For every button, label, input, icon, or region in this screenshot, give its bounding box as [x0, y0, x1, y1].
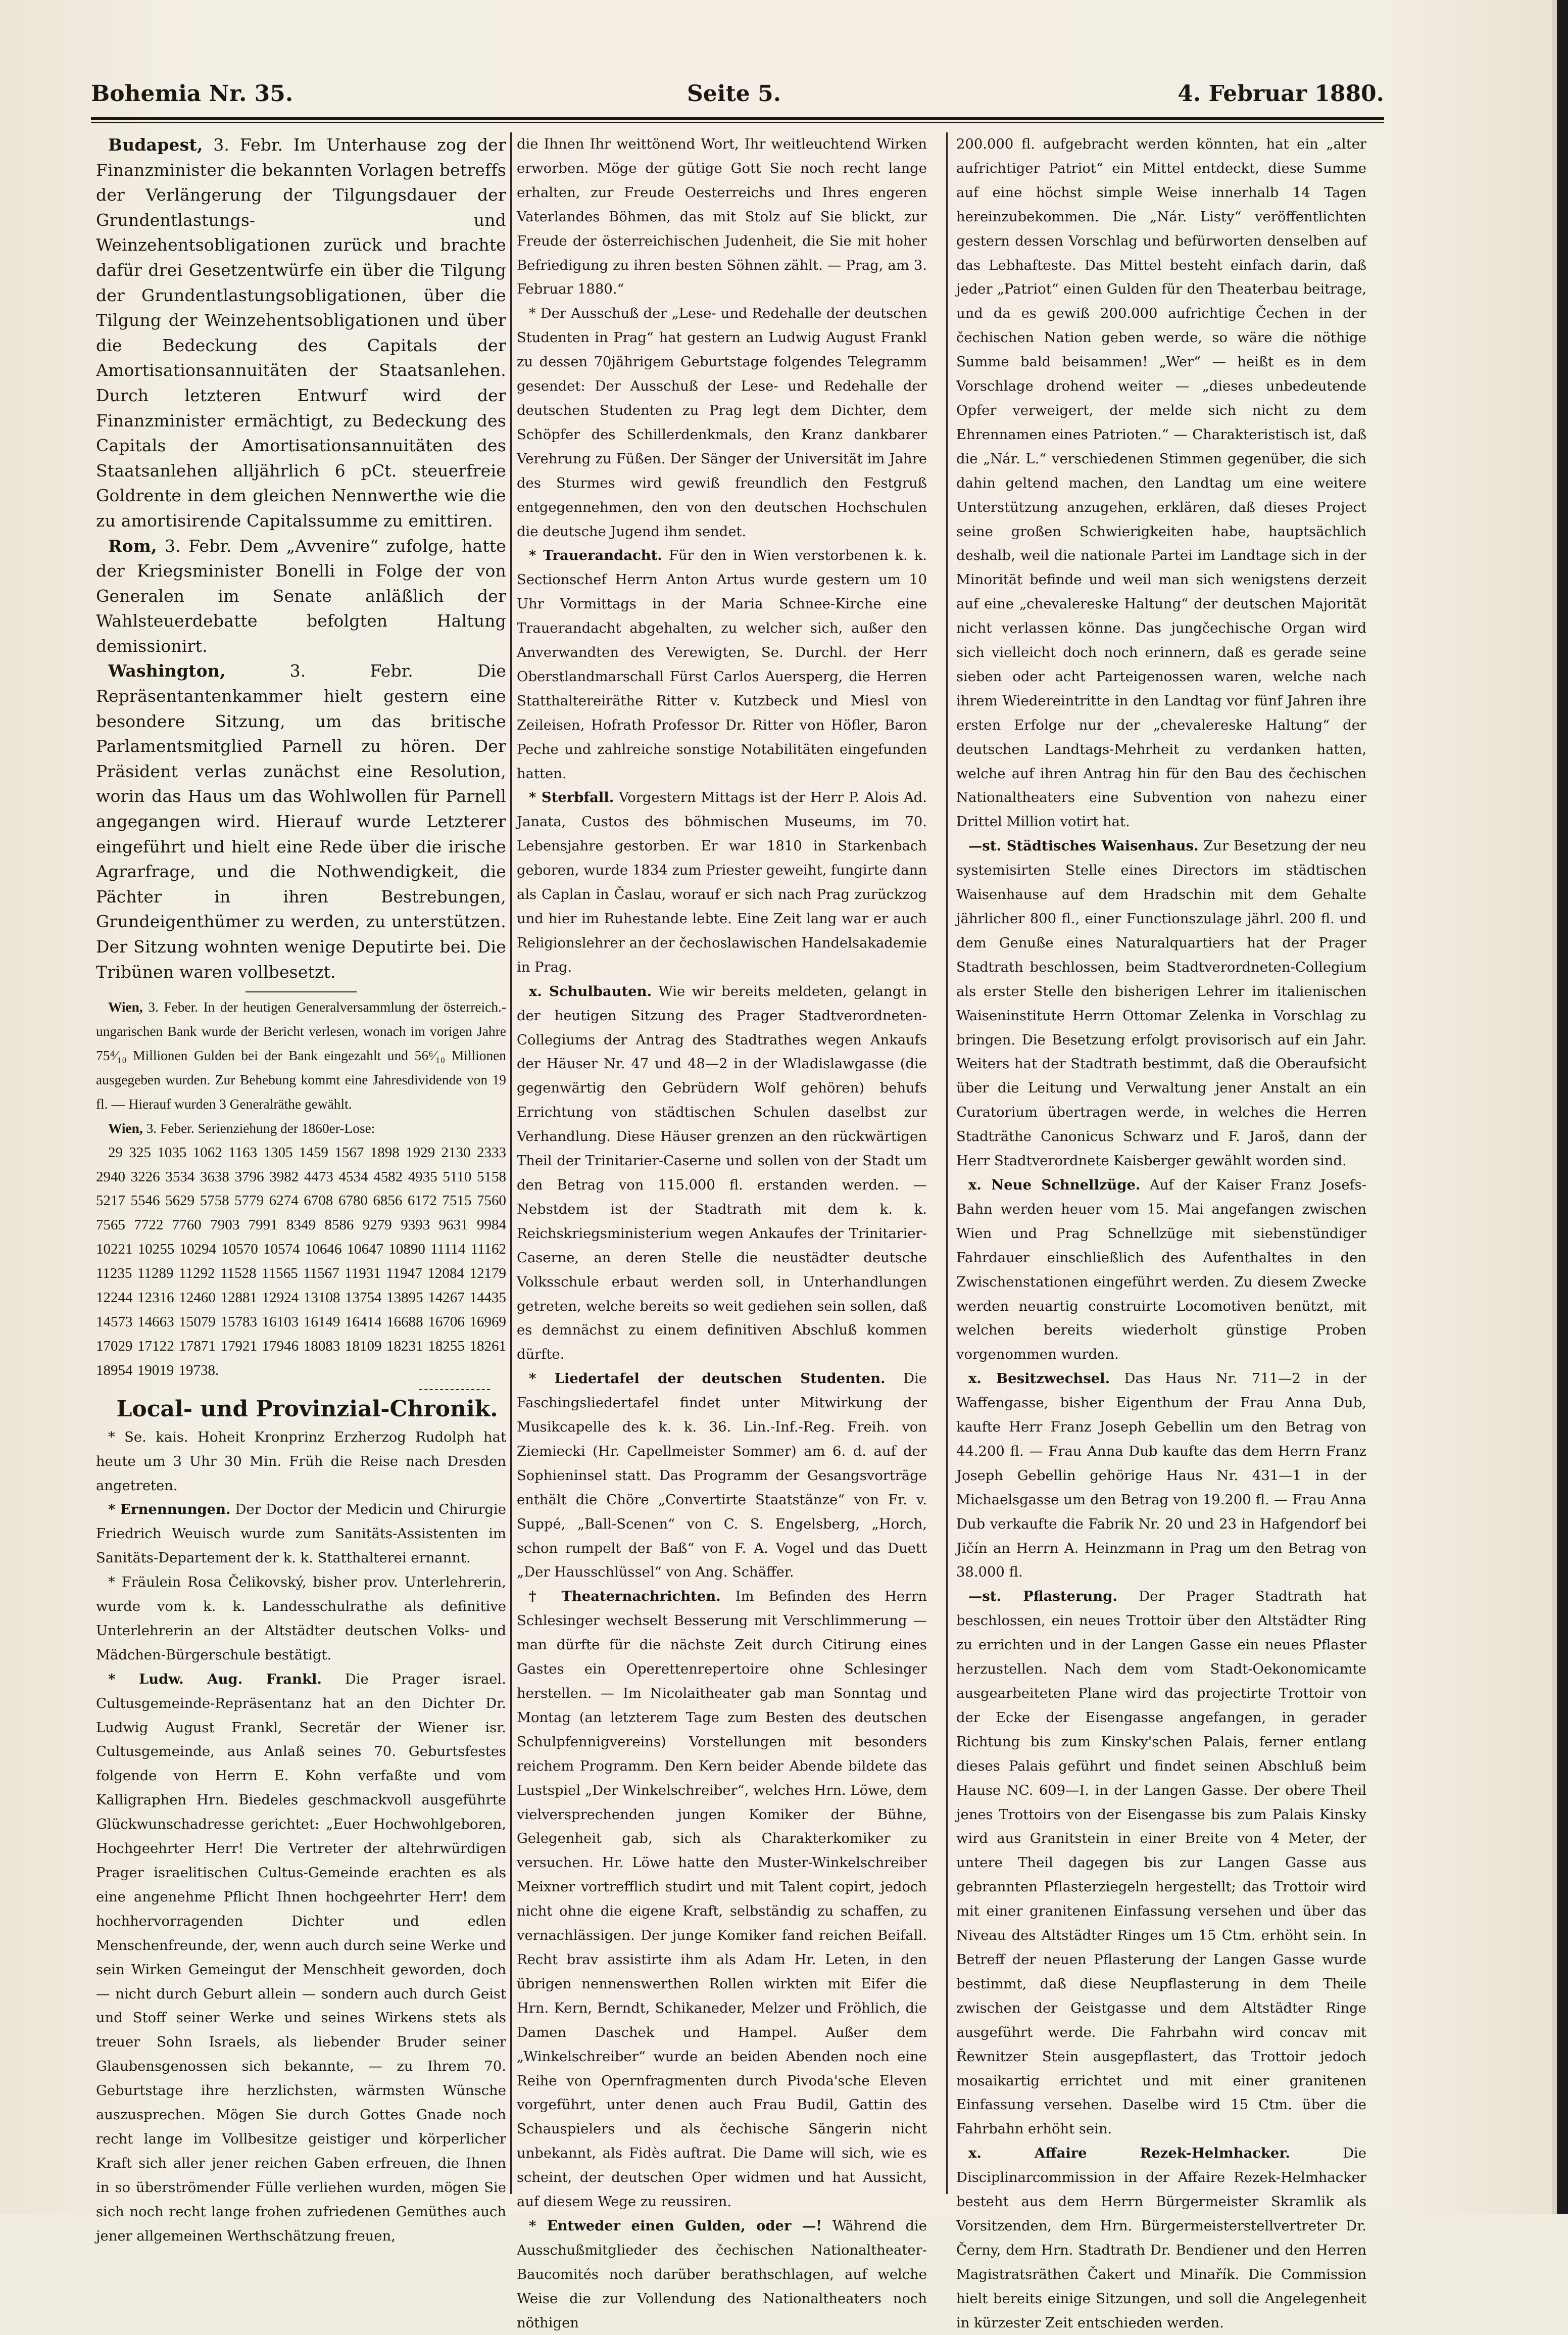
article-ernennungen-text: Der Doctor der Medicin und Chirurgie Friedrich Weuisch wurde zum Sanitäts-Assistenten im Sanitäts-Departement der k. k. Statthalterei ernannt.	[96, 1502, 506, 1566]
dateline-washington: Washington,	[108, 661, 226, 681]
article-besitzwechsel	[956, 1367, 1366, 1585]
article-washington	[96, 658, 506, 984]
article-schnellzuege-head: x. Neue Schnellzüge.	[968, 1176, 1141, 1193]
article-washington-text: 3. Febr. Die Repräsentantenkammer hielt gestern eine besondere Sitzung, um das britische Parlamentsmitglied Parnell zu hören. Der Präsident verlas zunächst eine Resolution, worin das Haus um das Wohlwollen für Parnell angegangen wird. Hierauf wurde Letzterer eingeführt und hielt eine Rede über die irische Agrarfrage, und die Nothwendigkeit, die Pächter in ihren Bestrebungen, Grundeigenthümer zu werden, zu unterstützen. Der Sitzung wohnten wenige Deputirte bei. Die Tribünen waren vollbesetzt.	[96, 661, 506, 982]
column-divider-1	[510, 132, 512, 2194]
article-celikovsky: * Fräulein Rosa Čelikovský, bisher prov. Unterlehrerin, wurde vom k. k. Landesschulrathe als definitive Unterlehrerin an der Altstädter deutschen Volks- und Mädchen-Bürgerschule bestätigt.	[96, 1575, 506, 1663]
article-gulden-continued: 200.000 fl. aufgebracht werden könnten, hat ein „alter aufrichtiger Patriot“ ein Mittel entdeckt, diese Summe auf eine höchst simple Weise innerhalb 14 Tagen hereinzubekommen. Die „Nár. Listy“ veröffentlichten gestern dessen Vorschlag und befürworten denselben auf das Lebhafteste. Das Mittel besteht einfach darin, daß jeder „Patriot“ einen Gulden für den Theaterbau beitrage, und da es gewiß 200.000 aufrichtige Čechen in der čechischen Nation geben werde, so wäre die nöthige Summe bald beisammen! „Wer“ — heißt es in dem Vorschlage drohend weiter — „dieses unbedeutende Opfer verweigert, der melde sich nicht zu dem Ehrennamen eines Patrioten.“ — Charakteristisch ist, daß die „Nár. L.“ verschiedenen Stimmen gegenüber, die sich dahin geltend machen, den Landtag um eine weitere Unterstützung anzugehen, erklären, daß dieses Project seine großen Schwierigkeiten habe, hauptsächlich deshalb, weil die nationale Partei im Landtage sich in der Minorität befinde und weil man sich wenigstens derzeit auf eine „chevalereske Haltung“ der deutschen Majorität nicht verlassen könne. Das jungčechische Organ wird sich vielleicht doch noch erinnern, daß es gerade seine sieben oder acht Parteigenossen waren, welche nach ihrem Wiedereintritte in den Landtag vor fünf Jahren ihre ersten Erfolge nur der „chevalereske Haltung“ der deutschen Landtags-Mehrheit zu verdanken hatten, welche auf ihren Antrag hin für den Bau des čechischen Nationaltheaters eine Subvention von nahezu einer Drittel Million votirt hat.	[956, 136, 1366, 830]
lottery-number-list: 29 325 1035 1062 1163 1305 1459 1567 1898 1929 2130 2333 2940 3226 3534 3638 3796 3982 4473 4534 4582 4935 5110 5158 5217 5546 5629 5758 5779 6274 6708 6780 6856 6172 7515 7560 7565 7722 7760 7903 7991 8349 8586 9279 9393 9631 9984 10221 10255 10294 10570 10574 10646 10647 10890 11114 11162 11235 11289 11292 11528 11565 11567 11931 11947 12084 12179 12244 12316 12460 12881 12924 13108 13754 13895 14267 14435 14573 14663 15079 15783 16103 16149 16414 16688 16706 16969 17029 17122 17871 17921 17946 18083 18109 18231 18255 18261 18954 19019 19738.	[96, 1144, 506, 1378]
masthead-rule	[91, 117, 1384, 120]
article-frankl-head: * Ludw. Aug. Frankl.	[108, 1671, 322, 1687]
article-gulden-text: Während die Ausschußmitglieder des čechischen Nationaltheater-Baucomités noch darüber berathschlagen, auf welche Weise die zur Vollendung des Nationaltheaters noch nöthigen	[517, 2218, 927, 2331]
article-wien-lose-text: 3. Feber. Serienziehung der 1860er-Lose:	[142, 1120, 375, 1136]
article-trauerandacht	[517, 544, 927, 786]
article-rom-text: 3. Febr. Dem „Avvenire“ zufolge, hatte der Kriegsminister Bonelli in Folge der von Generalen im Senate anläßlich der Wahlsteuerdebatte befolgten Haltung demissionirt.	[96, 536, 506, 656]
dateline-budapest: Budapest,	[108, 135, 203, 155]
article-waisenhaus-head: —st. Städtisches Waisenhaus.	[968, 838, 1199, 854]
article-besitzwechsel-text: Das Haus Nr. 711—2 in der Waffengasse, bisher Eigenthum der Frau Anna Dub, kaufte Herr Franz Joseph Gebellin um den Betrag von 44.200 fl. — Frau Anna Dub kaufte das dem Herrn Franz Joseph Gebellin gehörige Haus Nr. 431—1 in der Michaelsgasse um den Betrag von 19.200 fl. — Frau Anna Dub verkaufte die Fabrik Nr. 20 und 23 in Hafgendorf bei Jičín an Herrn A. Heinzmann in Prag um den Betrag von 38.000 fl.	[956, 1371, 1367, 1581]
separator-short	[419, 1389, 490, 1390]
article-rezek-text: Die Disciplinarcommission in der Affaire Rezek-Helmhacker besteht aus dem Herrn Bürgermeister Skramlik als Vorsitzenden, dem Hrn. Bürgermeisterstellvertreter Dr. Černy, dem Hrn. Stadtrath Dr. Bendiener und den Herren Magistratsräthen Čakert und Minařík. Die Commission hielt bereits einige Sitzungen, und soll die Angelegenheit in kürzester Zeit entschieden werden.	[956, 2146, 1367, 2331]
article-sterbfall-text: Vorgestern Mittags ist der Herr P. Alois Ad. Janata, Custos des böhmischen Museums, im 70. Lebensjahre gestorben. Er war 1810 in Starkenbach geboren, wurde 1834 zum Priester geweiht, fungirte dann als Caplan in Časlau, worauf er sich nach Prag zurückzog und hier im Ruhestande lebte. Eine Zeit lang war er auch Religionslehrer an der čechoslawischen Handelsakademie in Prag.	[517, 790, 927, 975]
separator-rule	[246, 991, 357, 992]
article-liedertafel	[517, 1367, 927, 1585]
article-wien-bank-text: 3. Feber. In der heutigen Generalversammlung der österreich.-ungarischen Bank wurde der Bericht verlesen, wonach im vorigen Jahre 75⁴⁄₁₀ Millionen Gulden bei der Bank eingezahlt und 56⁶⁄₁₀ Millionen ausgegeben wurden. Zur Behebung kommt eine Jahresdividende von 19 fl. — Hierauf wurden 3 Generalräthe gewählt.	[96, 999, 506, 1112]
article-wien-bank	[96, 995, 506, 1117]
article-liedertafel-head: * Liedertafel der deutschen Studenten.	[529, 1370, 886, 1387]
article-kronprinz: * Se. kais. Hoheit Kronprinz Erzherzog Rudolph hat heute um 3 Uhr 30 Min. Früh die Reise nach Dresden angetreten.	[96, 1429, 506, 1494]
masthead-date: 4. Februar 1880.	[1178, 81, 1384, 107]
article-budapest	[96, 132, 506, 534]
article-frankl	[96, 1667, 506, 2249]
article-gulden	[517, 2214, 927, 2335]
article-rom	[96, 534, 506, 659]
article-liedertafel-text: Die Faschingsliedertafel findet unter Mitwirkung der Musikcapelle des k. k. 36. Lin.-Inf.-Reg. Freih. von Ziemiecki (Hr. Capellmeister Sommer) am 6. d. auf der Sophieninsel statt. Das Programm der Gesangsvorträge enthält die Chöre „Convertirte Staatstänze“ von Fr. v. Suppé, „Ball-Scenen“ von C. S. Engelsberg, „Horch, schon rumpelt der Baß“ von F. A. Vogel und das Duett „Der Hausschlüssel“ von Ang. Schäffer.	[517, 1371, 927, 1581]
article-trauerandacht-head: * Trauerandacht.	[529, 547, 662, 564]
article-wien-lose	[96, 1117, 506, 1141]
article-rezek	[956, 2141, 1366, 2335]
masthead-rule-thin	[91, 122, 1384, 123]
article-schnellzuege	[956, 1173, 1366, 1367]
article-frankl-text: Die Prager israel. Cultusgemeinde-Repräsentanz hat an den Dichter Dr. Ludwig August Frankl, Secretär der Wiener isr. Cultusgemeinde, aus Anlaß seines 70. Geburtsfestes folgende von Herrn E. Kohn verfaßte und vom Kalligraphen Hrn. Biedeles geschmackvoll ausgeführte Glückwunschadresse gerichtet: „Euer Hochwohlgeboren, Hochgeehrter Herr! Die Vertreter der altehrwürdigen Prager israelitischen Cultus-Gemeinde erachten es als eine angenehme Pflicht Ihnen hochgeehrter Herr! dem hochhervorragenden Dichter und edlen Menschenfreunde, der, wenn auch durch seine Werke und sein Wirken Gemeingut der Menschheit geworden, doch — nicht durch Geburt allein — sondern auch durch Geist und Stoff seiner Werke und seines Wirkens stets als treuer Sohn Israels, als liebender Bruder seiner Glaubensgenossen sich bekannte, — zu Ihrem 70. Geburtstage ihre herzlichsten, wärmsten Wünsche auszusprechen. Mögen Sie durch Gottes Gnade noch recht lange im Vollbesitze geistiger und körperlicher Kraft sich aller jener reichen Gaben erfreuen, die Ihnen in so überströmender Fülle verliehen wurden, mögen Sie sich noch recht lange frohen zufriedenen Gemüthes auch jener allgemeinen Werthschätzung freuen,	[96, 1671, 506, 2244]
article-waisenhaus	[956, 834, 1366, 1173]
dateline-wien-2: Wien,	[108, 1120, 143, 1136]
article-pflasterung-head: —st. Pflasterung.	[968, 1588, 1117, 1605]
article-budapest-text: 3. Febr. Im Unterhause zog der Finanzminister die bekannten Vorlagen betreffs der Verlängerung der Tilgungsdauer der Grundentlastungs- und Weinzehentsobligationen zurück und brachte dafür drei Gesetzentwürfe ein über die Tilgung der Grundentlastungsobligationen, über die Tilgung der Weinzehentsobligationen und über die Bedeckung des Capitals der Amortisationsannuitäten der Staatsanlehen. Durch letzteren Entwurf wird der Finanzminister ermächtigt, zu Bedeckung des Capitals der Amortisationsannuitäten des Staatsanlehen alljährlich 6 pCt. steuerfreie Goldrente in dem gleichen Nennwerthe wie die zu amortisirende Capitalssumme zu emittiren.	[96, 135, 506, 531]
article-schulbauten-head: x. Schulbauten.	[529, 983, 652, 999]
article-gulden-head: * Entweder einen Gulden, oder —!	[529, 2217, 822, 2234]
article-besitzwechsel-head: x. Besitzwechsel.	[968, 1370, 1110, 1387]
article-theater-text: Im Befinden des Herrn Schlesinger wechselt Besserung mit Verschlimmerung — man dürfte für die nächste Zeit durch Citirung eines Gastes ein Operettenrepertoire ohne Schlesinger herstellen. — Im Nicolaitheater gab man Sonntag und Montag (an letzterem Tage zum Besten des deutschen Schulpfennigvereins) Vorstellungen mit besonders reichem Programm. Den Kern beider Abende bildete das Lustspiel „Der Winkelschreiber“, welches Hrn. Löwe, dem vielversprechenden jungen Komiker der Bühne, Gelegenheit gab, sich als Charakterkomiker zu versuchen. Hr. Löwe hatte den Muster-Winkelschreiber Meixner vortrefflich studirt und mit Talent copirt, jedoch nicht ohne die eigene Kraft, selbständig zu schaffen, zu vernachlässigen. Der junge Komiker fand reichen Beifall. Recht brav assistirte ihm als Adam Hr. Leten, in den übrigen nennenswerthen Rollen wirkten mit Eifer die Hrn. Kern, Berndt, Schikaneder, Melzer und Fröhlich, die Damen Daschek und Hampel. Außer dem „Winkelschreiber“ wurde an beiden Abenden noch eine Reihe von Opernfragmenten durch Pivoda'sche Eleven vorgeführt, unter denen auch Frau Budil, Gattin des Schauspielers und als čechische Sängerin nicht unbekannt, als Fidès auftrat. Die Dame will sich, wie es scheint, der deutschen Oper widmen und hat Aussicht, auf diesem Wege zu reussiren.	[517, 1589, 927, 2210]
article-theater	[517, 1585, 927, 2214]
article-schulbauten	[517, 980, 927, 1367]
article-theater-head: † Theaternachrichten.	[529, 1588, 721, 1605]
article-ernennungen-head: * Ernennungen.	[108, 1501, 231, 1518]
masthead	[91, 76, 1384, 111]
article-lesehalle: * Der Ausschuß der „Lese- und Redehalle der deutschen Studenten in Prag“ hat gestern an Ludwig August Frankl zu dessen 70jährigem Geburtstage folgendes Telegramm gesendet: Der Ausschuß der Lese- und Redehalle der deutschen Studenten zu Prag legt dem Dichter, dem Schöpfer des Schillerdenkmals, den Kranz dankbarer Verehrung zu Füßen. Der Sänger der Universität im Jahre des Sturmes wird gewiß freundlich den Festgruß entgegennehmen, den von den deutschen Hochschulen die deutsche Jugend ihm sendet.	[517, 306, 927, 540]
article-waisenhaus-text: Zur Besetzung der neu systemisirten Stelle eines Directors im städtischen Waisenhause auf dem Hradschin mit dem Gehalte jährlicher 800 fl., einer Functionszulage jährl. 200 fl. und dem Genuße eines Naturalquartiers hat der Prager Stadtrath beschlossen, beim Stadtverordneten-Collegium als erster Stelle den bisherigen Lehrer im italienischen Waiseninstitute Herrn Ottomar Zelenka in Vorschlag zu bringen. Die Besetzung erfolgt provisorisch auf ein Jahr. Weiters hat der Stadtrath bestimmt, daß die Oberaufsicht über die Leitung und Verwaltung jener Anstalt an ein Curatorium übertragen werde, in welches die Herren Stadträthe Canonicus Schwarz und F. Jaroš, dann der Herr Stadtverordnete Kaisberger gewählt worden sind.	[956, 838, 1367, 1169]
article-pflasterung-text: Der Prager Stadtrath hat beschlossen, ein neues Trottoir über den Altstädter Ring zu errichten und in der Langen Gasse ein neues Pflaster herzustellen. Nach dem vom Stadt-Oekonomicamte ausgearbeiteten Plane wird das projectirte Trottoir von der Ecke der Eisengasse angefangen, in gerader Richtung bis zum Kinsky'schen Palais, ferner entlang dieses Palais geführt und findet seinen Abschluß beim Hause NC. 609—I. in der Langen Gasse. Der obere Theil jenes Trottoirs von der Eisengasse bis zum Palais Kinsky wird aus Granitstein in einer Breite von 4 Meter, der untere Theil dagegen bis zur Langen Gasse aus gebrannten Pflasterziegeln hergestellt; das Trottoir wird mit einer granitenen Einfassung versehen und über das Niveau des Altstädter Ringes um 15 Ctm. erhöht sein. In Betreff der neuen Pflasterung der Langen Gasse wurde bestimmt, daß diese Neupflasterung in dem Theile zwischen der Geistgasse und dem Altstädter Ringe ausgeführt werde. Die Fahrbahn wird concav mit Řewnitzer Stein ausgepflastert, das Trottoir jedoch mosaikartig errichtet und mit einer granitenen Einfassung versehen. Daselbe wird 15 Ctm. über die Fahrbahn erhöht sein.	[956, 1589, 1366, 2137]
column-1	[96, 132, 506, 2244]
column-divider-2	[946, 132, 948, 2194]
article-rezek-head: x. Affaire Rezek-Helmhacker.	[968, 2145, 1290, 2162]
article-pflasterung	[956, 1585, 1366, 2141]
article-sterbfall	[517, 786, 927, 979]
article-sterbfall-head: * Sterbfall.	[529, 789, 614, 806]
scan-edge-strip	[1552, 0, 1557, 2214]
article-schulbauten-text: Wie wir bereits meldeten, gelangt in der heutigen Sitzung des Prager Stadtverordneten-Collegiums der Antrag des Stadtrathes wegen Ankaufs der Häuser Nr. 47 und 48—2 in der Wladislawgasse (die gegenwärtig den Gebrüdern Wolf gehören) behufs Errichtung von städtischen Schulen daselbst zur Verhandlung. Diese Häuser grenzen an den rückwärtigen Theil der Trinitarier-Caserne und sollen von der Stadt um den Betrag von 115.000 fl. erstanden werden. — Nebstdem ist der Stadtrath mit dem k. k. Reichskriegsministerium wegen Ankaufes der Trinitarier-Caserne, an deren Stelle die neustädter deutsche Volksschule erbaut werden soll, in Unterhandlungen getreten, welche bereits so weit gediehen sein sollen, daß es demnächst zu einem definitiven Abschluß kommen dürfte.	[517, 983, 927, 1363]
masthead-page-number: Seite 5.	[687, 81, 781, 107]
article-schnellzuege-text: Auf der Kaiser Franz Josefs-Bahn werden heuer vom 15. Mai angefangen zwischen Wien und Prag Schnellzüge mit siebenstündiger Fahrdauer einschließlich des Aufenthaltes in den Zwischenstationen eingeführt werden. Zu diesem Zwecke werden neuartig construirte Locomotiven benützt, mit welchen bereits wiederholt günstige Proben vorgenommen wurden.	[956, 1177, 1366, 1363]
dateline-wien-1: Wien,	[108, 999, 143, 1015]
masthead-issue: Bohemia Nr. 35.	[91, 81, 293, 107]
column-2	[517, 132, 927, 2331]
dateline-rom: Rom,	[108, 536, 157, 556]
column-3	[956, 132, 1367, 2331]
scan-edge	[1557, 0, 1568, 2214]
article-frankl-continued: die Ihnen Ihr weittönend Wort, Ihr weitleuchtend Wirken erworben. Möge der gütige Gott Sie noch recht lange erhalten, zur Freude Oesterreichs und Ihres engeren Vaterlandes Böhmen, das mit Stolz auf Sie blickt, zur Freude der österreichischen Judenheit, die Sie mit hoher Befriedigung zu ihren besten Söhnen zählt. — Prag, am 3. Februar 1880.“	[517, 136, 927, 298]
section-heading-local: Local- und Provinzial-Chronik.	[116, 1396, 498, 1422]
article-trauerandacht-text: Für den in Wien verstorbenen k. k. Sectionschef Herrn Anton Artus wurde gestern um 10 Uhr Vormittags in der Maria Schnee-Kirche eine Trauerandacht abgehalten, zu welcher sich, außer den Anverwandten des Verewigten, Se. Durchl. der Herr Oberstlandmarschall Fürst Carlos Auersperg, die Herren Statthaltereiräthe Ritter v. Kutzbeck und Miesl von Zeileisen, Hofrath Professor Dr. Ritter von Höfler, Baron Peche und zahlreiche sonstige Notabilitäten eingefunden hatten.	[517, 548, 927, 782]
article-ernennungen	[96, 1498, 506, 1570]
